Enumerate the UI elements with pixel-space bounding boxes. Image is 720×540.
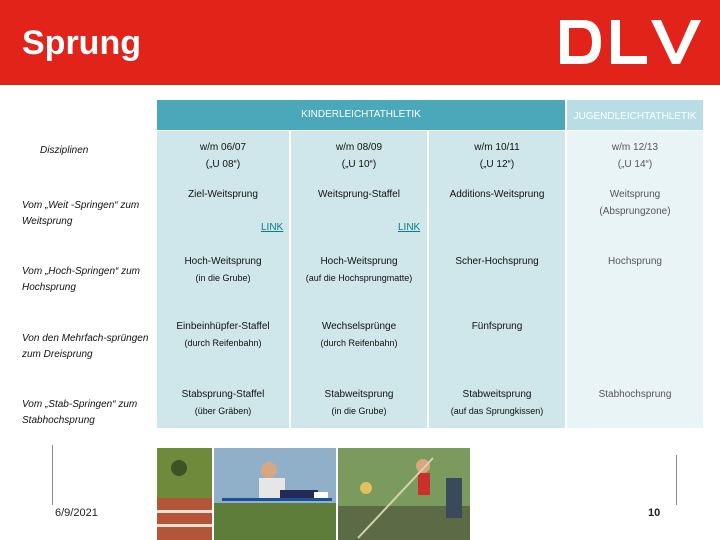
column-age: w/m 06/07 [199,142,247,153]
row-label-hochsprung: Vom „Hoch-Springen“ zum Hochsprung [22,266,141,293]
link-ziel-weitsprung[interactable]: LINK [261,222,284,233]
row-label-stabhochsprung: Vom „Stab-Springen“ zum Stabhochsprung [22,399,138,426]
photo-high-jump [214,448,336,540]
page-title: Sprung [22,24,141,62]
cell-main: Hoch-Weitsprung [184,256,262,267]
cell-sub: (auf die Hochsprungmatte) [305,273,413,283]
link-weitsprung-staffel[interactable]: LINK [398,222,421,233]
jugendleichtathletik-label: JUGENDLEICHTATHLETIK [573,111,697,122]
column-group: („U 10“) [341,159,377,170]
cell-main: Hochsprung [608,256,662,267]
divider-line [52,445,53,505]
cell-main: Wechselsprünge [321,321,397,332]
cell-main: Ziel-Weitsprung [188,189,258,200]
cell-sub: (durch Reifenbahn) [320,338,398,348]
cell-sub: (über Gräben) [194,406,252,416]
column-age: w/m 12/13 [611,142,659,153]
cell-sub: (Absprungzone) [599,206,671,217]
cell-sub: (in die Grube) [331,406,387,416]
photo-running-track [157,448,212,540]
cell-main: Weitsprung-Staffel [318,189,400,200]
column-u14 [567,131,703,428]
header-bar [0,0,720,85]
cell-main: Hoch-Weitsprung [320,256,398,267]
disziplinen-header: Disziplinen [40,145,89,156]
photo-pole-vault [338,448,470,540]
column-group: („U 12“) [479,159,515,170]
cell-main: Weitsprung [609,189,661,200]
cell-main: Fünfsprung [471,321,523,332]
column-group: („U 14“) [617,159,653,170]
cell-sub: (durch Reifenbahn) [184,338,262,348]
column-u12 [429,131,565,428]
cell-main: Stabweitsprung [324,389,394,400]
row-label-weitsprung: Vom „Weit -Springen“ zum Weitsprung [22,200,140,227]
cell-main: Additions-Weitsprung [449,189,545,200]
cell-main: Stabhochsprung [598,389,672,400]
cell-main: Einbeinhüpfer-Staffel [176,321,270,332]
kinderleichtathletik-label: KINDERLEICHTATHLETIK [301,109,421,120]
cell-main: Stabweitsprung [462,389,532,400]
column-group: („U 08“) [205,159,241,170]
cell-sub: (auf das Sprungkissen) [450,406,544,416]
divider-line [676,455,677,505]
column-age: w/m 10/11 [474,142,520,153]
kinderleichtathletik-band [157,100,565,130]
jugendleichtathletik-band [567,100,703,130]
cell-sub: (in die Grube) [195,273,251,283]
cell-main: Stabsprung-Staffel [181,389,265,400]
row-label-dreisprung: Von den Mehrfach-sprüngen zum Dreisprung [22,333,149,360]
page-number: 10 [648,507,661,519]
dlv-logo [555,14,705,70]
footer-date: 6/9/2021 [55,507,98,519]
column-age: w/m 08/09 [335,142,383,153]
cell-main: Scher-Hochsprung [455,256,539,267]
